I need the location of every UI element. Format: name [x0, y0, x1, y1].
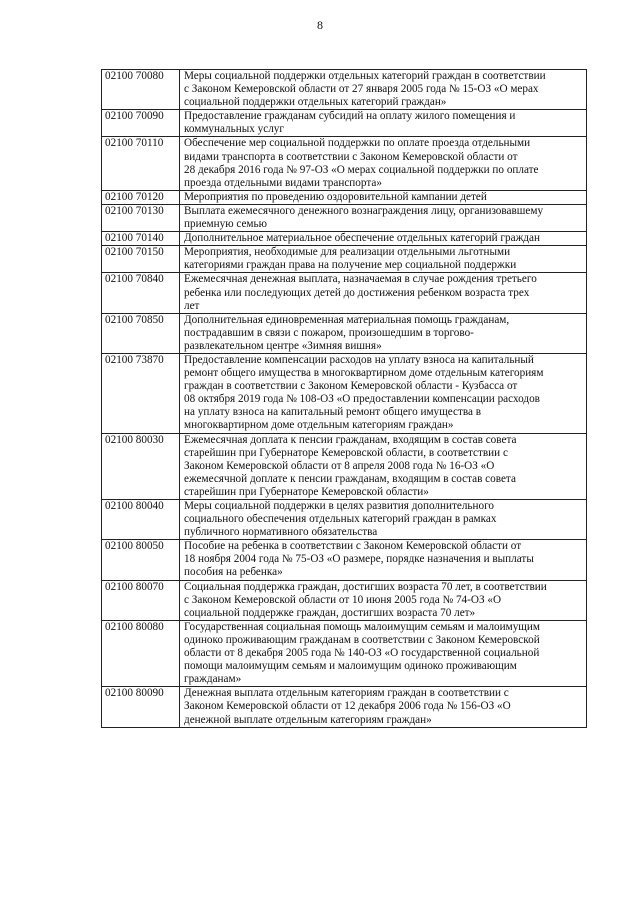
table-row [102, 580, 587, 620]
description-line: лет [184, 299, 200, 312]
description-line: социальной поддержке граждан, достигших возраста 70 лет» [184, 606, 476, 619]
table-row [102, 687, 587, 727]
description-line: публичного нормативного обязательства [184, 526, 378, 539]
classification-code: 02100 80090 [102, 687, 180, 727]
expense-description [180, 110, 587, 137]
description-line: Меры социальной поддержки отдельных категорий граждан в соответствии [184, 70, 546, 82]
description-line: Пособие на ребенка в соответствии с Законом Кемеровской области от [184, 540, 522, 553]
classification-code: 02100 70120 [102, 190, 180, 204]
table-row [102, 137, 587, 190]
expense-description [180, 687, 587, 727]
expense-description [180, 137, 587, 190]
table-row [102, 232, 587, 246]
description-line: Денежная выплата отдельным категориям граждан в соответствии с [184, 687, 509, 700]
description-line: пособия на ребенка» [184, 566, 283, 579]
description-line: области от 8 декабря 2005 года № 140-ОЗ «О государственной социальной [184, 647, 540, 660]
description-line: Социальная поддержка граждан, достигших возраста 70 лет, в соответствии [184, 580, 547, 593]
table-row [102, 246, 587, 273]
description-line: пострадавшим в связи с пожаром, произошедшим в торгово- [184, 326, 474, 339]
description-line: с Законом Кемеровской области от 27 января 2005 года № 15-ОЗ «О мерах [184, 83, 539, 96]
expense-description [180, 232, 587, 246]
description-line: одиноко проживающим гражданам в соответствии с Законом Кемеровской [184, 633, 540, 646]
classification-code: 02100 80040 [102, 500, 180, 540]
classification-code: 02100 70130 [102, 204, 180, 231]
description-line: Дополнительная единовременная материальная помощь гражданам, [184, 313, 510, 326]
description-line: 28 декабря 2016 года № 97-ОЗ «О мерах социальной поддержки по оплате [184, 163, 539, 176]
description-line: Законом Кемеровской области от 8 апреля 2008 года № 16-ОЗ «О [184, 459, 495, 472]
description-line: развлекательном центре «Зимняя вишня» [184, 339, 382, 352]
description-line: Ежемесячная денежная выплата, назначаемая в случае рождения третьего [184, 273, 537, 286]
description-line: Предоставление компенсации расходов на уплату взноса на капитальный [184, 353, 534, 366]
description-line: Обеспечение мер социальной поддержки по оплате проезда отдельными [184, 137, 531, 150]
expense-description [180, 433, 587, 499]
table-row [102, 540, 587, 580]
classification-code: 02100 70150 [102, 246, 180, 273]
expense-description [180, 313, 587, 353]
expense-description [180, 246, 587, 273]
classification-code: 02100 70850 [102, 313, 180, 353]
table-row [102, 500, 587, 540]
table-row [102, 110, 587, 137]
expense-description [180, 190, 587, 204]
table-row [102, 353, 587, 433]
expense-description [180, 580, 587, 620]
description-line: социальной поддержки отдельных категорий граждан» [184, 96, 447, 109]
table-row [102, 273, 587, 313]
classification-code: 02100 70110 [102, 137, 180, 190]
description-line: проезда отдельными видами транспорта» [184, 176, 382, 189]
classification-code: 02100 80080 [102, 620, 180, 686]
table-row [102, 70, 587, 110]
description-line: Законом Кемеровской области от 12 декабря 2006 года № 156-ОЗ «О [184, 700, 511, 713]
description-line: на уплату взноса на капитальный ремонт общего имущества в [184, 406, 482, 419]
classification-code: 02100 70080 [102, 70, 180, 110]
table-row [102, 433, 587, 499]
description-line: Мероприятия по проведению оздоровительной кампании детей [184, 190, 487, 203]
description-line: 18 ноября 2004 года № 75-ОЗ «О размере, порядке назначения и выплаты [184, 553, 534, 566]
page-number: 8 [317, 18, 323, 32]
description-line: 08 октября 2019 года № 108-ОЗ «О предоставлении компенсации расходов [184, 393, 540, 406]
description-line: Государственная социальная помощь малоимущим семьям и малоимущим [184, 620, 540, 633]
description-line: коммунальных услуг [184, 123, 284, 136]
description-line: денежной выплате отдельным категориям граждан» [184, 713, 432, 726]
description-line: старейшин при Губернаторе Кемеровской области» [184, 485, 429, 498]
description-line: ежемесячной доплате к пенсии гражданам, входящим в состав совета [184, 472, 516, 485]
description-line: приемную семью [184, 218, 267, 231]
description-line: социального обеспечения отдельных категорий граждан в рамках [184, 513, 497, 526]
description-line: граждан в соответствии с Законом Кемеровской области - Кузбасса от [184, 380, 518, 393]
description-line: гражданам» [184, 673, 242, 686]
expense-description [180, 353, 587, 433]
expense-description [180, 500, 587, 540]
description-line: с Законом Кемеровской области от 10 июня 2005 года № 74-ОЗ «О [184, 593, 502, 606]
classification-code: 02100 70840 [102, 273, 180, 313]
table-body [102, 70, 587, 728]
description-line: Мероприятия, необходимые для реализации отдельными льготными [184, 246, 511, 259]
table-row [102, 204, 587, 231]
description-line: Ежемесячная доплата к пенсии гражданам, входящим в состав совета [184, 433, 517, 446]
description-line: Дополнительное материальное обеспечение отдельных категорий граждан [184, 232, 540, 245]
description-line: многоквартирном доме отдельным категориям граждан» [184, 419, 454, 432]
expense-description [180, 70, 587, 110]
description-line: помощи малоимущим семьям и малоимущим одиноко проживающим [184, 660, 517, 673]
expense-description [180, 204, 587, 231]
table-row [102, 620, 587, 686]
description-line: старейшин при Губернаторе Кемеровской области, в соответствии с [184, 446, 508, 459]
classification-code: 02100 80050 [102, 540, 180, 580]
description-line: Предоставление гражданам субсидий на оплату жилого помещения и [184, 110, 516, 123]
expense-description [180, 273, 587, 313]
classification-code: 02100 80030 [102, 433, 180, 499]
expense-description [180, 540, 587, 580]
classification-code: 02100 80070 [102, 580, 180, 620]
expense-description [180, 620, 587, 686]
description-line: Выплата ежемесячного денежного вознаграждения лицу, организовавшему [184, 204, 544, 217]
description-line: ремонт общего имущества в многоквартирном доме отдельным категориям [184, 367, 544, 380]
classification-code: 02100 70140 [102, 232, 180, 246]
description-line: категориями граждан права на получение мер социальной поддержки [184, 259, 517, 272]
description-line: ребенка или последующих детей до достижения ребенком возраста трех [184, 286, 530, 299]
description-line: Меры социальной поддержки в целях развития дополнительного [184, 500, 494, 512]
table-row [102, 313, 587, 353]
table-row [102, 190, 587, 204]
classification-code: 02100 73870 [102, 353, 180, 433]
budget-code-table [101, 69, 587, 728]
description-line: видами транспорта в соответствии с Законом Кемеровской области от [184, 150, 518, 163]
classification-code: 02100 70090 [102, 110, 180, 137]
